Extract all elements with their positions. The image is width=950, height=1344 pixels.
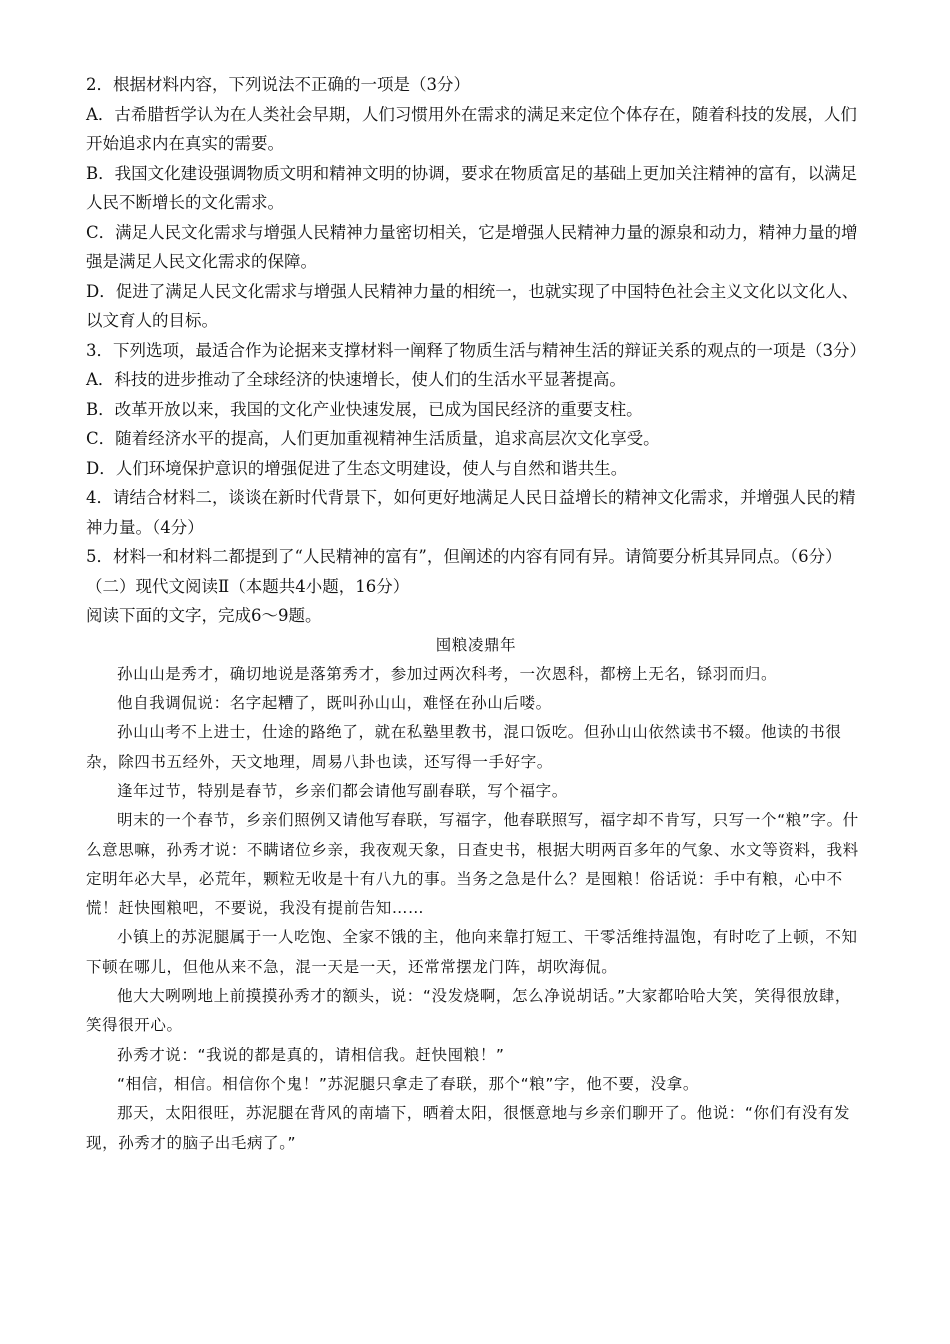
question-3-option-c: C．随着经济水平的提高，人们更加重视精神生活质量，追求高层次文化享受。 [86, 429, 660, 448]
question-2-stem: 2．根据材料内容，下列说法不正确的一项是（3分） [86, 75, 470, 94]
question-2-option-b: B．我国文化建设强调物质文明和精神文明的协调，要求在物质富足的基础上更加关注精神的富有，以满足人民不断增长的文化需求。 [86, 163, 858, 212]
section-instruction: 阅读下面的文字，完成6～9题。 [86, 606, 322, 625]
question-2 [86, 70, 866, 336]
story-paragraph: 孙山山是秀才，确切地说是落第秀才，参加过两次科考，一次恩科，都榜上无名，铩羽而归。 [117, 664, 778, 683]
question-3-stem: 3．下列选项，最适合作为论据来支撑材料一阐释了物质生活与精神生活的辩证关系的观点的一项是（3分） [86, 340, 866, 360]
story-paragraph: 小镇上的苏泥腿属于一人吃饱、全家不饿的主，他向来靠打短工、干零活维持温饱，有时吃了上顿，不知下顿在哪儿，但他从来不急，混一天是一天，还常常摆龙门阵，胡吹海侃。 [86, 928, 858, 976]
questions-block [86, 70, 866, 1158]
story-paragraph: 逢年过节，特别是春节，乡亲们都会请他写副春联，写个福字。 [117, 781, 568, 800]
section-heading: （二）现代文阅读Ⅱ（本题共4小题，16分） [86, 576, 410, 596]
question-5: 5．材料一和材料二都提到了“人民精神的富有”，但阐述的内容有同有异。请简要分析其异同点。（6分） [86, 547, 842, 566]
story [86, 631, 866, 1158]
story-paragraph: 孙山山考不上进士，仕途的路绝了，就在私塾里教书，混口饭吃。但孙山山依然读书不辍。他读的书很杂，除四书五经外，天文地理，周易八卦也读，还写得一手好字。 [86, 723, 842, 771]
story-paragraph: 他大大咧咧地上前摸摸孙秀才的额头，说：“没发烧啊，怎么净说胡话。”大家都哈哈大笑，笑得很放肆，笑得很开心。 [86, 987, 852, 1035]
question-2-option-a: A．古希腊哲学认为在人类社会早期，人们习惯用外在需求的满足来定位个体存在，随着科技的发展，人们开始追求内在真实的需要。 [86, 104, 857, 153]
question-3-option-d: D．人们环境保护意识的增强促进了生态文明建设，使人与自然和谐共生。 [86, 458, 628, 478]
story-title: 囤粮凌鼎年 [435, 635, 517, 654]
question-3-option-a: A．科技的进步推动了全球经济的快速增长，使人们的生活水平显著提高。 [86, 370, 626, 389]
story-paragraph: 他自我调侃说：名字起糟了，既叫孙山山，难怪在孙山后喽。 [117, 694, 552, 713]
story-paragraph: 孙秀才说：“我说的都是真的，请相信我。赶快囤粮！” [117, 1045, 505, 1064]
question-2-option-c: C．满足人民文化需求与增强人民精神力量密切相关，它是增强人民精神力量的源泉和动力，精神力量的增强是满足人民文化需求的保障。 [86, 222, 858, 271]
question-4: 4．请结合材料二，谈谈在新时代背景下，如何更好地满足人民日益增长的精神文化需求，并增强人民的精神力量。（4分） [86, 488, 856, 537]
question-3-option-b: B．改革开放以来，我国的文化产业快速发展，已成为国民经济的重要支柱。 [86, 399, 643, 419]
story-paragraph: 那天，太阳很旺，苏泥腿在背风的南墙下，晒着太阳，很惬意地与乡亲们聊开了。他说：“你们有没有发现，孙秀才的脑子出毛病了。” [86, 1104, 851, 1152]
story-paragraph: “相信，相信。相信你个鬼！”苏泥腿只拿走了春联，那个“粮”字，他不要，没拿。 [117, 1074, 699, 1093]
question-3 [86, 336, 866, 484]
story-paragraph: 明末的一个春节，乡亲们照例又请他写春联，写福字，他春联照写，福字却不肯写，只写一个“粮”字。什么意思嘛，孙秀才说：不瞒诸位乡亲，我夜观天象，日查史书，根据大明两百多年的气象、水文等资料，我料定明年必大旱，必荒年，颗粒无收是十有八九的事。当务之急是什么？是囤粮！俗话说：手中有粮，心中不慌！赶快囤粮吧，不要说，我没有提前告知…… [86, 811, 859, 918]
question-2-option-d: D．促进了满足人民文化需求与增强人民精神力量的相统一，也就实现了中国特色社会主义文化以文化人、以文育人的目标。 [86, 281, 859, 330]
